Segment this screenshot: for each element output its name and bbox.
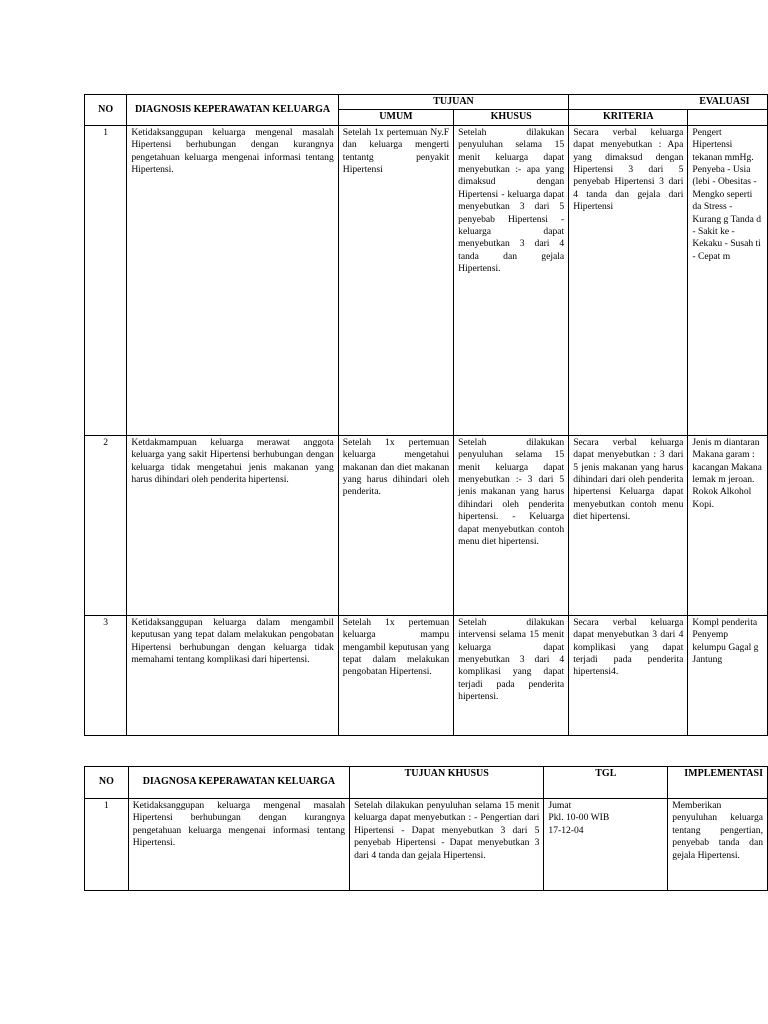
header-diagnosis: DIAGNOSIS KEPERAWATAN KELUARGA [127, 95, 338, 126]
row-umum: Setelah 1x pertemuan keluarga mampu mengambil keputusan yang tepat dalam melakukan pengobatan Hipertensi. [338, 615, 453, 735]
header-khusus: KHUSUS [454, 110, 569, 125]
row-khusus: Setelah dilakukan penyuluhan selama 15 menit keluarga dapat menyebutkan :- apa yang dimaksud dengan Hipertensi - keluarga dapat menyebutkan 3 dari 5 penyebab Hipertensi - keluarga dapat menyebutkan 3 dari 4 tanda dan gejala Hipertensi. [454, 125, 569, 435]
row-khusus: Setelah dilakukan penyuluhan selama 15 menit keluarga dapat menyebutkan :- 3 dari 5 jenis makanan yang harus dihindari oleh penderita hipertensi. - Keluarga dapat menyebutkan contoh menu diet hipertensi. [454, 435, 569, 615]
row-diagnosis: Ketdakmampuan keluarga merawat anggota keluarga yang sakit Hipertensi berhubungan dengan keluarga tidak mengetahui jenis makanan yang harus dihindari oleh penderita hipertensi. [127, 435, 338, 615]
row-standar: Jenis m diantaran Makana garam : kacangan Makana lemak m jeroan. Rokok Alkohol Kopi. [688, 435, 768, 615]
row-kriteria: Secara verbal keluarga dapat menyebutkan : Apa yang dimaksud dengan Hipertensi 3 dari 5 penyebab Hipertensi 3 dari 4 tanda dan gejala dari Hipertensi [569, 125, 688, 435]
header-no: NO [85, 767, 129, 799]
header-kriteria: KRITERIA [569, 110, 688, 125]
nursing-plan-table [84, 94, 768, 736]
row-no: 1 [85, 799, 129, 891]
table-row [85, 125, 768, 435]
row-diagnosis: Ketidaksanggupan keluarga mengenal masalah Hipertensi berhubungan dengan kurangnya pengetahuan keluarga mengenai informasi tentang Hipertensi. [127, 125, 338, 435]
row-standar: Kompl penderita Penyemp kelumpu Gagal g Jantung [688, 615, 768, 735]
header-tujuan-khusus: TUJUAN KHUSUS [350, 767, 544, 799]
tgl-time: Pkl. 10-00 WIB [548, 812, 610, 824]
header-umum: UMUM [338, 110, 453, 125]
tgl-date: 17-12-04 [548, 824, 584, 836]
row-diagnosa: Ketidaksanggupan keluarga mengenal masalah Hipertensi berhubungan dengan kurangnya pengetahuan keluarga mengenai informasi tentang Hipertensi. [128, 799, 349, 891]
header-evaluasi: EVALUASI [569, 95, 768, 110]
table-row [85, 615, 768, 735]
header-tgl: TGL [544, 767, 668, 799]
row-umum: Setelah 1x pertemuan keluarga mengetahui makanan dan diet makanan yang harus dihindari oleh penderita. [338, 435, 453, 615]
row-tujuan-khusus: Setelah dilakukan penyuluhan selama 15 menit keluarga dapat menyebutkan : - Pengertian dari Hipertensi - Dapat menyebutkan 3 dari 5 penyebab Hipertensi - Dapat menyebutkan 3 dari 4 tanda dan gejala Hipertensi. [350, 799, 544, 891]
header-tujuan: TUJUAN [338, 95, 568, 110]
row-kriteria: Secara verbal keluarga dapat menyebutkan : 3 dari 5 jenis makanan yang harus dihindari dari oleh penderita hipertensi Keluarga dapat menyebutkan contoh menu diet hipertensi. [569, 435, 688, 615]
implementation-table [84, 766, 768, 891]
row-no: 1 [85, 125, 127, 435]
row-umum: Setelah 1x pertemuan Ny.F dan keluarga mengerti tentantg penyakit Hipertensi [338, 125, 453, 435]
header-standar [688, 110, 768, 125]
row-diagnosis: Ketidaksanggupan keluarga dalam mengambil keputusan yang tepat dalam melakukan pengobatan Hipertensi berhubungan dengan keluarga tidak memahami tentang komplikasi dari hipertensi. [127, 615, 338, 735]
row-tgl [544, 799, 668, 891]
row-no: 2 [85, 435, 127, 615]
row-standar: Pengert Hipertensi tekanan mmHg. Penyeba - Usia (lebi - Obesitas - Mengko seperti da Stress - Kurang g Tanda d - Sakit ke - Kekaku - Susah ti - Cepat m [688, 125, 768, 435]
tgl-day: Jumat [548, 800, 572, 811]
header-no: NO [85, 95, 127, 126]
row-khusus: Setelah dilakukan intervensi selama 15 menit keluarga dapat menyebutkan 3 dari 4 komplikasi yang dapat terjadi pada penderita hipertensi. [454, 615, 569, 735]
table-row [85, 799, 768, 891]
header-diagnosa: DIAGNOSA KEPERAWATAN KELUARGA [128, 767, 349, 799]
row-implementasi: Memberikan penyuluhan keluarga tentang pengertian, penyebab tanda dan gejala Hipertensi. [668, 799, 768, 891]
table-row [85, 435, 768, 615]
row-kriteria: Secara verbal keluarga dapat menyebutkan 3 dari 4 komplikasi yang dapat terjadi pada penderita hipertensi4. [569, 615, 688, 735]
row-no: 3 [85, 615, 127, 735]
header-implementasi: IMPLEMENTASI [668, 767, 768, 799]
